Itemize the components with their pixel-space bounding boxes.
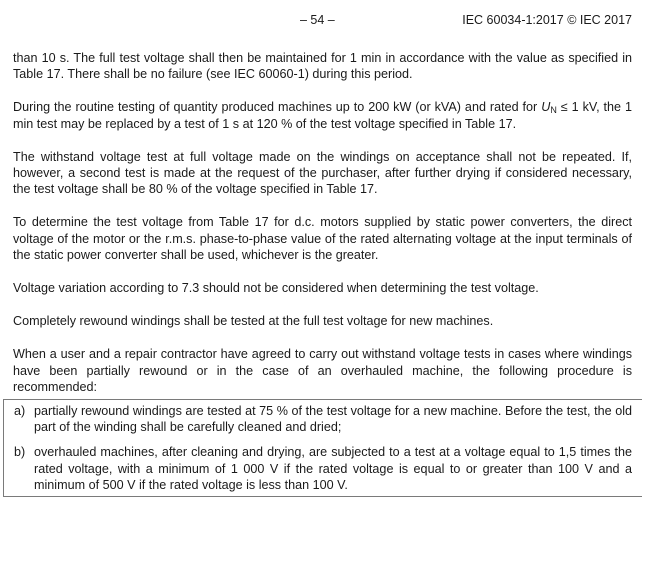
procedure-list	[3, 399, 642, 497]
paragraph-voltage-variation: Voltage variation according to 7.3 should not be considered when determining the test voltage.	[13, 281, 539, 296]
paragraph-withstand-repeat: The withstand voltage test at full voltage made on the windings on acceptance shall not be repeated. If, however, a second test is made at the request of the purchaser, after further drying if considered necessary, the test voltage shall be 80 % of the voltage specified in Table 17.	[13, 149, 632, 197]
rated-voltage-symbol: U	[541, 100, 551, 115]
rated-voltage-subscript: N	[550, 105, 557, 116]
list-marker: a)	[14, 404, 26, 419]
page-header	[0, 13, 650, 29]
paragraph-test-duration: than 10 s. The full test voltage shall then be maintained for 1 min in accordance with the value as specified in Table 17. There shall be no failure (see IEC 60060-1) during this period.	[13, 51, 632, 82]
list-item-text: overhauled machines, after cleaning and drying, are subjected to a test at a voltage equal to 1,5 times the rated voltage, with a minimum of 1 000 V if the rated voltage is equal to or greater than 100 V and a minimum of 500 V if the rated voltage is less than 100 V.	[34, 445, 632, 492]
list-item	[14, 403, 642, 435]
document-reference: IEC 60034-1:2017 © IEC 2017	[462, 13, 632, 27]
list-item	[14, 444, 642, 493]
paragraph-rewound-windings: Completely rewound windings shall be tested at the full test voltage for new machines.	[13, 314, 494, 329]
paragraph-repair-procedure: When a user and a repair contractor have agreed to carry out withstand voltage tests in cases where windings have been partially rewound or in the case of an overhauled machine, the following procedure is recommended:	[13, 347, 632, 394]
routine-testing-text-start: During the routine testing of quantity produced machines up to 200 kW (or kVA) and rated for	[13, 100, 538, 115]
paragraph-routine-testing	[13, 99, 632, 131]
body-text	[13, 50, 632, 497]
page-number: – 54 –	[300, 13, 335, 27]
list-marker: b)	[14, 445, 26, 460]
routine-testing-text-end: ≤ 1 kV, the 1 min test may be replaced by a test of 1 s at 120 % of the test voltage specified in Table 17.	[13, 100, 633, 131]
list-item-text: partially rewound windings are tested at 75 % of the test voltage for a new machine. Before the test, the old part of the winding shall be carefully cleaned and dried;	[34, 404, 632, 435]
paragraph-dc-motors: To determine the test voltage from Table 17 for d.c. motors supplied by static power converters, the direct voltage of the motor or the r.m.s. phase-to-phase value of the rated alternating voltage at the input terminals of the static power converter shall be used, whichever is the greater.	[13, 215, 632, 262]
